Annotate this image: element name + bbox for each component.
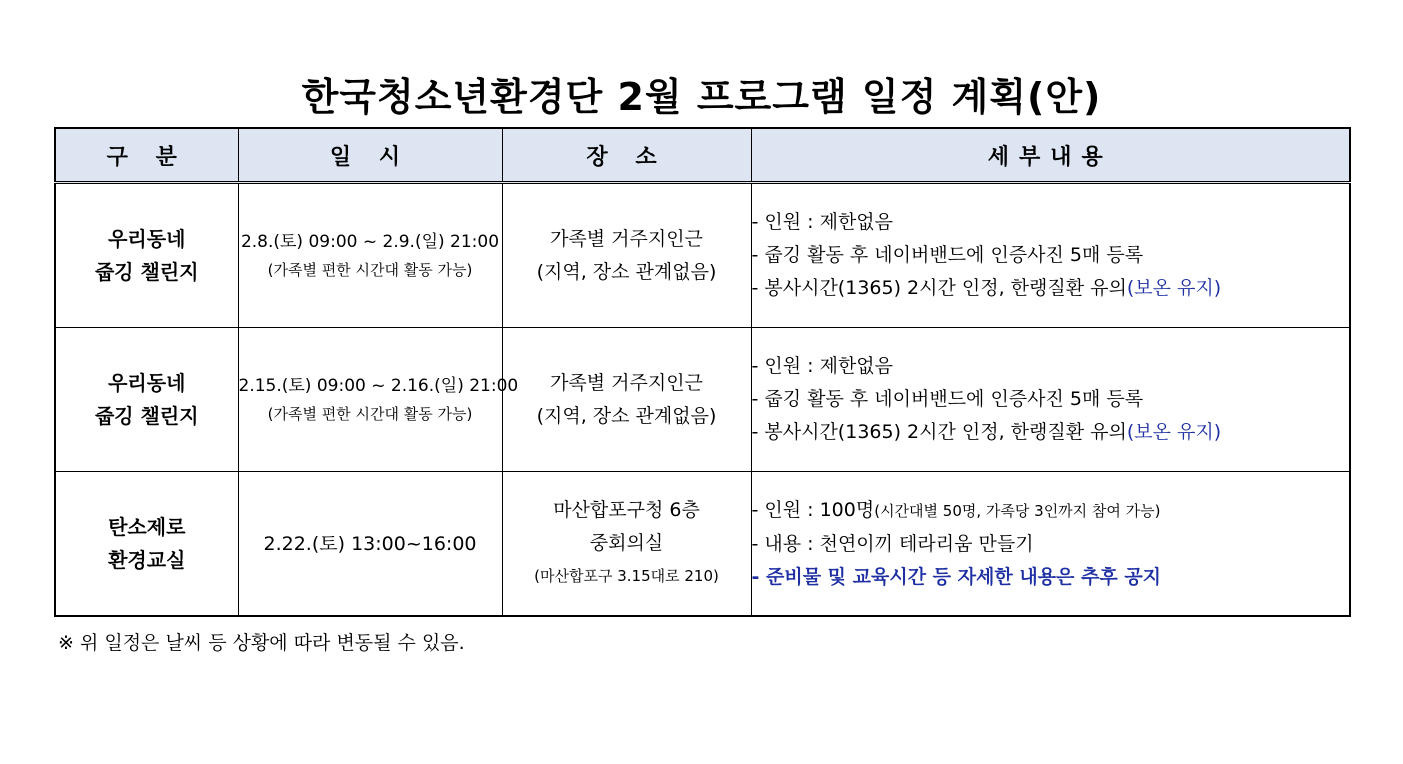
place-cell	[502, 183, 751, 328]
header-place: 장 소	[502, 128, 751, 183]
schedule-table	[54, 127, 1351, 617]
place-note: (지역, 장소 관계없음)	[536, 260, 717, 283]
details-cell	[751, 472, 1350, 617]
detail-text: - 인원 : 100명	[751, 498, 875, 521]
place-text: 가족별 거주지인근	[550, 371, 703, 394]
datetime-cell	[238, 472, 502, 617]
detail-text: - 봉사시간(1365) 2시간 인정, 한랭질환 유의	[751, 277, 1127, 299]
table-row	[55, 472, 1350, 617]
place-text: 가족별 거주지인근	[550, 227, 703, 250]
datetime-note: (가족별 편한 시간대 활동 가능)	[267, 260, 473, 279]
category-line: 탄소제로	[108, 514, 186, 539]
category-line: 줍깅 챌린지	[94, 259, 199, 284]
details-cell	[751, 328, 1350, 472]
datetime-text: 2.8.(토) 09:00 ~ 2.9.(일) 21:00	[240, 231, 500, 252]
page-title: 한국청소년환경단 2월 프로그램 일정 계획(안)	[301, 75, 1102, 119]
detail-highlight: (보온 유지)	[1126, 277, 1222, 299]
detail-text: - 봉사시간(1365) 2시간 인정, 한랭질환 유의	[751, 421, 1127, 443]
category-line: 환경교실	[108, 547, 186, 572]
detail-line-highlight: - 준비물 및 교육시간 등 자세한 내용은 추후 공지	[751, 565, 1162, 588]
table-row	[55, 183, 1350, 328]
table-row	[55, 328, 1350, 472]
datetime-cell	[238, 328, 519, 472]
header-category: 구 분	[55, 128, 238, 183]
detail-line: - 줍깅 활동 후 네이버밴드에 인증사진 5매 등록	[751, 388, 1144, 410]
detail-subtext: (시간대별 50명, 가족당 3인까지 참여 가능)	[874, 501, 1161, 520]
category-line: 줍깅 챌린지	[94, 403, 199, 428]
detail-line	[752, 494, 1350, 528]
header-datetime: 일 시	[238, 128, 502, 183]
place-note: (마산합포구 3.15대로 210)	[534, 567, 719, 585]
detail-line	[752, 272, 1350, 305]
detail-line: - 내용 : 천연이끼 테라리움 만들기	[751, 532, 1034, 555]
details-cell	[751, 183, 1350, 328]
detail-line	[752, 416, 1350, 449]
datetime-text: 2.15.(토) 09:00 ~ 2.16.(일) 21:00	[238, 375, 519, 396]
category-cell	[55, 472, 238, 617]
category-cell	[55, 183, 238, 328]
detail-line: - 인원 : 제한없음	[751, 355, 894, 377]
place-text: 마산합포구청 6층	[553, 499, 700, 521]
place-cell	[502, 472, 751, 617]
place-cell	[502, 328, 751, 472]
detail-highlight: (보온 유지)	[1126, 421, 1222, 443]
table-header-row	[55, 128, 1350, 183]
datetime-note: (가족별 편한 시간대 활동 가능)	[267, 404, 473, 423]
category-line: 우리동네	[108, 226, 186, 251]
datetime-text: 2.22.(토) 13:00~16:00	[263, 532, 477, 555]
place-note: (지역, 장소 관계없음)	[536, 404, 717, 427]
category-cell	[55, 328, 238, 472]
footnote: ※ 위 일정은 날씨 등 상황에 따라 변동될 수 있음.	[58, 632, 465, 654]
category-line: 우리동네	[108, 370, 186, 395]
place-text: 중회의실	[589, 532, 664, 554]
header-details: 세부내용	[751, 128, 1350, 183]
detail-line: - 줍깅 활동 후 네이버밴드에 인증사진 5매 등록	[751, 244, 1144, 266]
datetime-cell	[238, 183, 502, 328]
detail-line: - 인원 : 제한없음	[751, 211, 894, 233]
